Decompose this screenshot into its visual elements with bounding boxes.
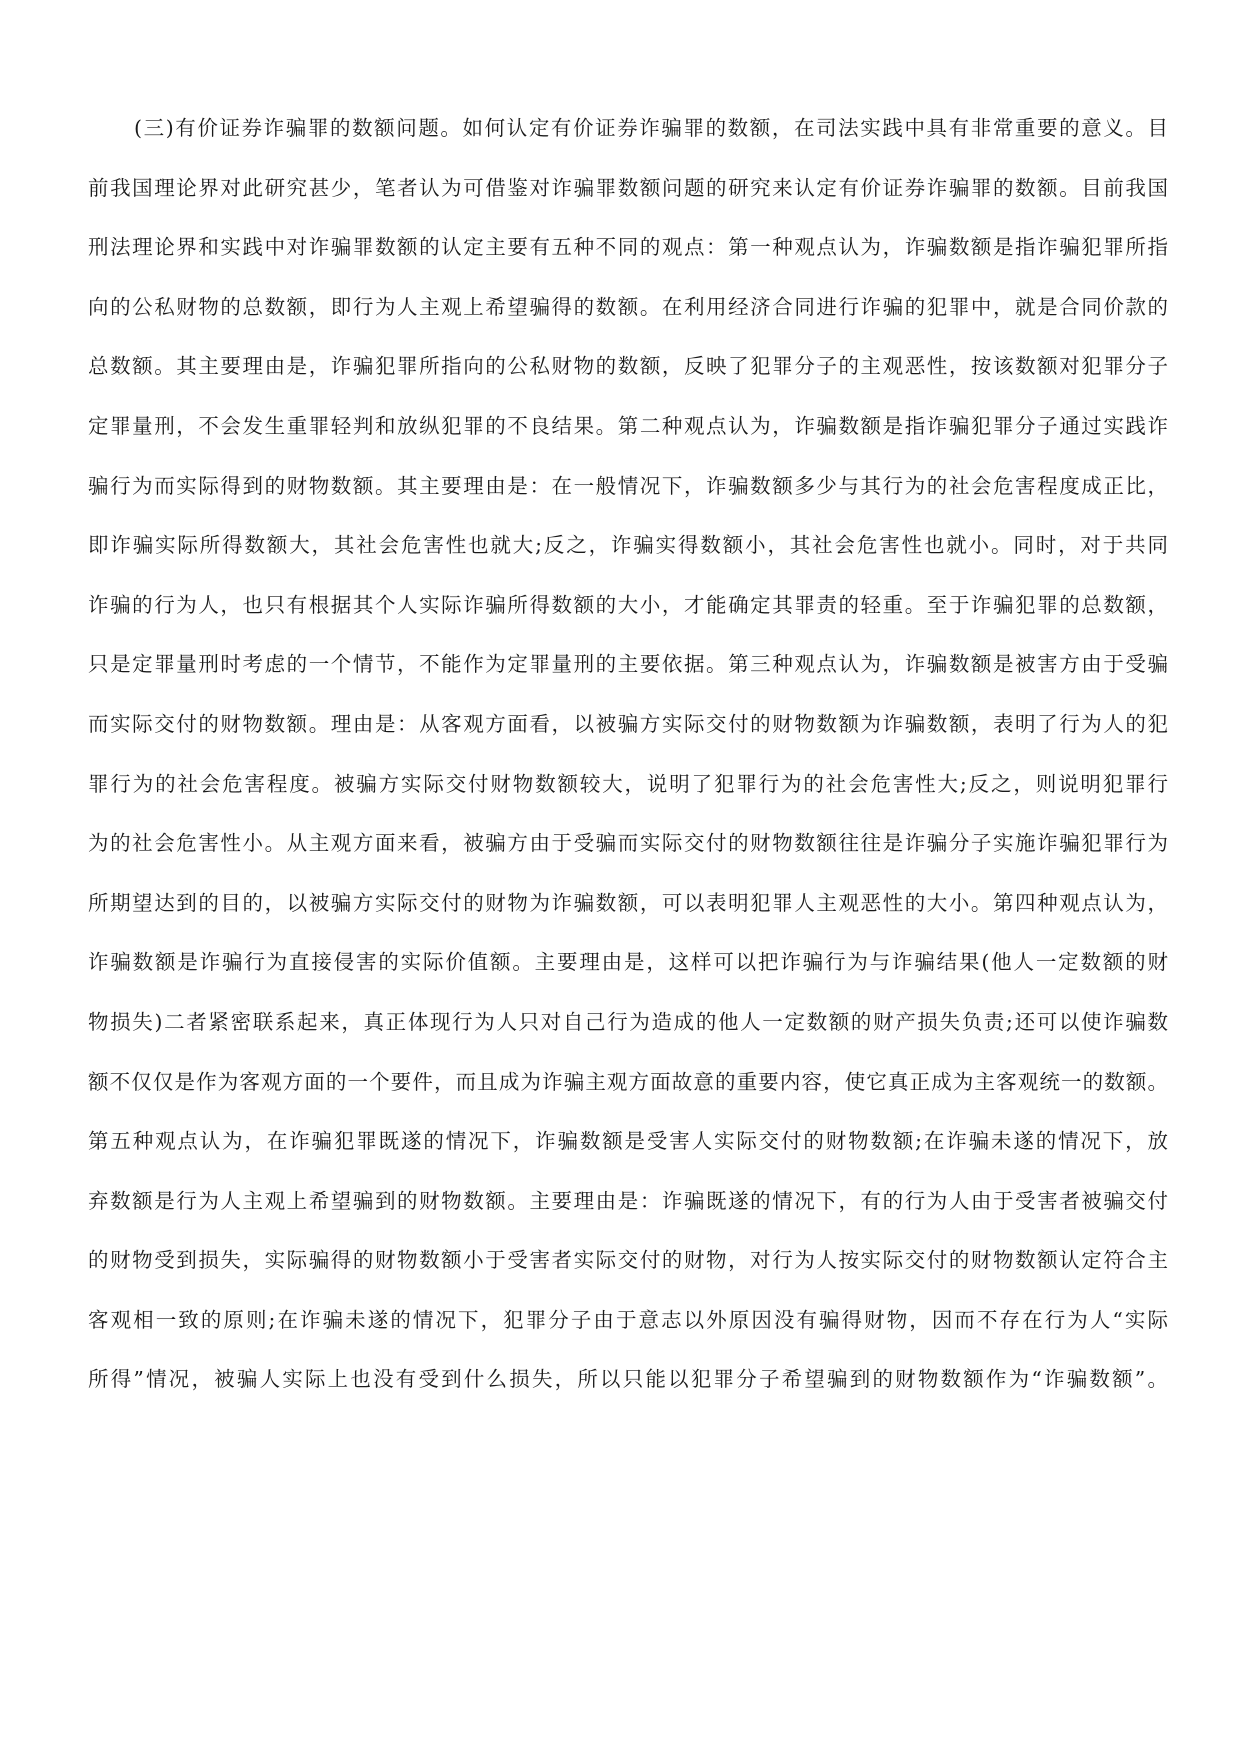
paragraph-line: 为的社会危害性小。从主观方面来看，被骗方由于受骗而实际交付的财物数额往往是诈骗分子实施诈骗犯罪行为 (88, 831, 1168, 856)
paragraph-line: 定罪量刑，不会发生重罪轻判和放纵犯罪的不良结果。第二种观点认为，诈骗数额是指诈骗犯罪分子通过实践诈 (88, 413, 1168, 438)
body-paragraph (88, 99, 1168, 1410)
paragraph-line: 诈骗的行为人，也只有根据其个人实际诈骗所得数额的大小，才能确定其罪责的轻重。至于诈骗犯罪的总数额， (88, 592, 1168, 617)
paragraph-line: (三)有价证券诈骗罪的数额问题。如何认定有价证券诈骗罪的数额，在司法实践中具有非常重要的意义。目 (134, 116, 1168, 140)
paragraph-line: 罪行为的社会危害程度。被骗方实际交付财物数额较大，说明了犯罪行为的社会危害性大;反之，则说明犯罪行 (88, 771, 1168, 796)
paragraph-line: 物损失)二者紧密联系起来，真正体现行为人只对自己行为造成的他人一定数额的财产损失负责;还可以使诈骗数 (88, 1009, 1168, 1034)
paragraph-line: 所得”情况，被骗人实际上也没有受到什么损失，所以只能以犯罪分子希望骗到的财物数额作为“诈骗数额”。 (88, 1367, 1168, 1392)
paragraph-line: 客观相一致的原则;在诈骗未遂的情况下，犯罪分子由于意志以外原因没有骗得财物，因而不存在行为人“实际 (88, 1307, 1168, 1332)
paragraph-line: 诈骗数额是诈骗行为直接侵害的实际价值额。主要理由是，这样可以把诈骗行为与诈骗结果(他人一定数额的财 (88, 950, 1168, 975)
paragraph-line: 第五种观点认为，在诈骗犯罪既遂的情况下，诈骗数额是受害人实际交付的财物数额;在诈骗未遂的情况下，放 (88, 1129, 1168, 1154)
paragraph-line: 总数额。其主要理由是，诈骗犯罪所指向的公私财物的数额，反映了犯罪分子的主观恶性，按该数额对犯罪分子 (88, 354, 1168, 379)
paragraph-line: 所期望达到的目的，以被骗方实际交付的财物为诈骗数额，可以表明犯罪人主观恶性的大小。第四种观点认为， (88, 890, 1168, 915)
paragraph-line: 只是定罪量刑时考虑的一个情节，不能作为定罪量刑的主要依据。第三种观点认为，诈骗数额是被害方由于受骗 (88, 652, 1168, 677)
paragraph-line: 向的公私财物的总数额，即行为人主观上希望骗得的数额。在利用经济合同进行诈骗的犯罪中，就是合同价款的 (88, 294, 1168, 319)
paragraph-line: 额不仅仅是作为客观方面的一个要件，而且成为诈骗主观方面故意的重要内容，使它真正成为主客观统一的数额。 (88, 1069, 1168, 1094)
paragraph-line: 骗行为而实际得到的财物数额。其主要理由是：在一般情况下，诈骗数额多少与其行为的社会危害程度成正比， (88, 473, 1168, 498)
paragraph-line: 前我国理论界对此研究甚少，笔者认为可借鉴对诈骗罪数额问题的研究来认定有价证券诈骗罪的数额。目前我国 (88, 175, 1168, 200)
paragraph-line: 即诈骗实际所得数额大，其社会危害性也就大;反之，诈骗实得数额小，其社会危害性也就小。同时，对于共同 (88, 533, 1168, 558)
paragraph-line: 的财物受到损失，实际骗得的财物数额小于受害者实际交付的财物，对行为人按实际交付的财物数额认定符合主 (88, 1248, 1168, 1273)
paragraph-line: 刑法理论界和实践中对诈骗罪数额的认定主要有五种不同的观点：第一种观点认为，诈骗数额是指诈骗犯罪所指 (88, 235, 1168, 260)
paragraph-line: 弃数额是行为人主观上希望骗到的财物数额。主要理由是：诈骗既遂的情况下，有的行为人由于受害者被骗交付 (88, 1188, 1168, 1213)
paragraph-line: 而实际交付的财物数额。理由是：从客观方面看，以被骗方实际交付的财物数额为诈骗数额，表明了行为人的犯 (88, 711, 1168, 736)
